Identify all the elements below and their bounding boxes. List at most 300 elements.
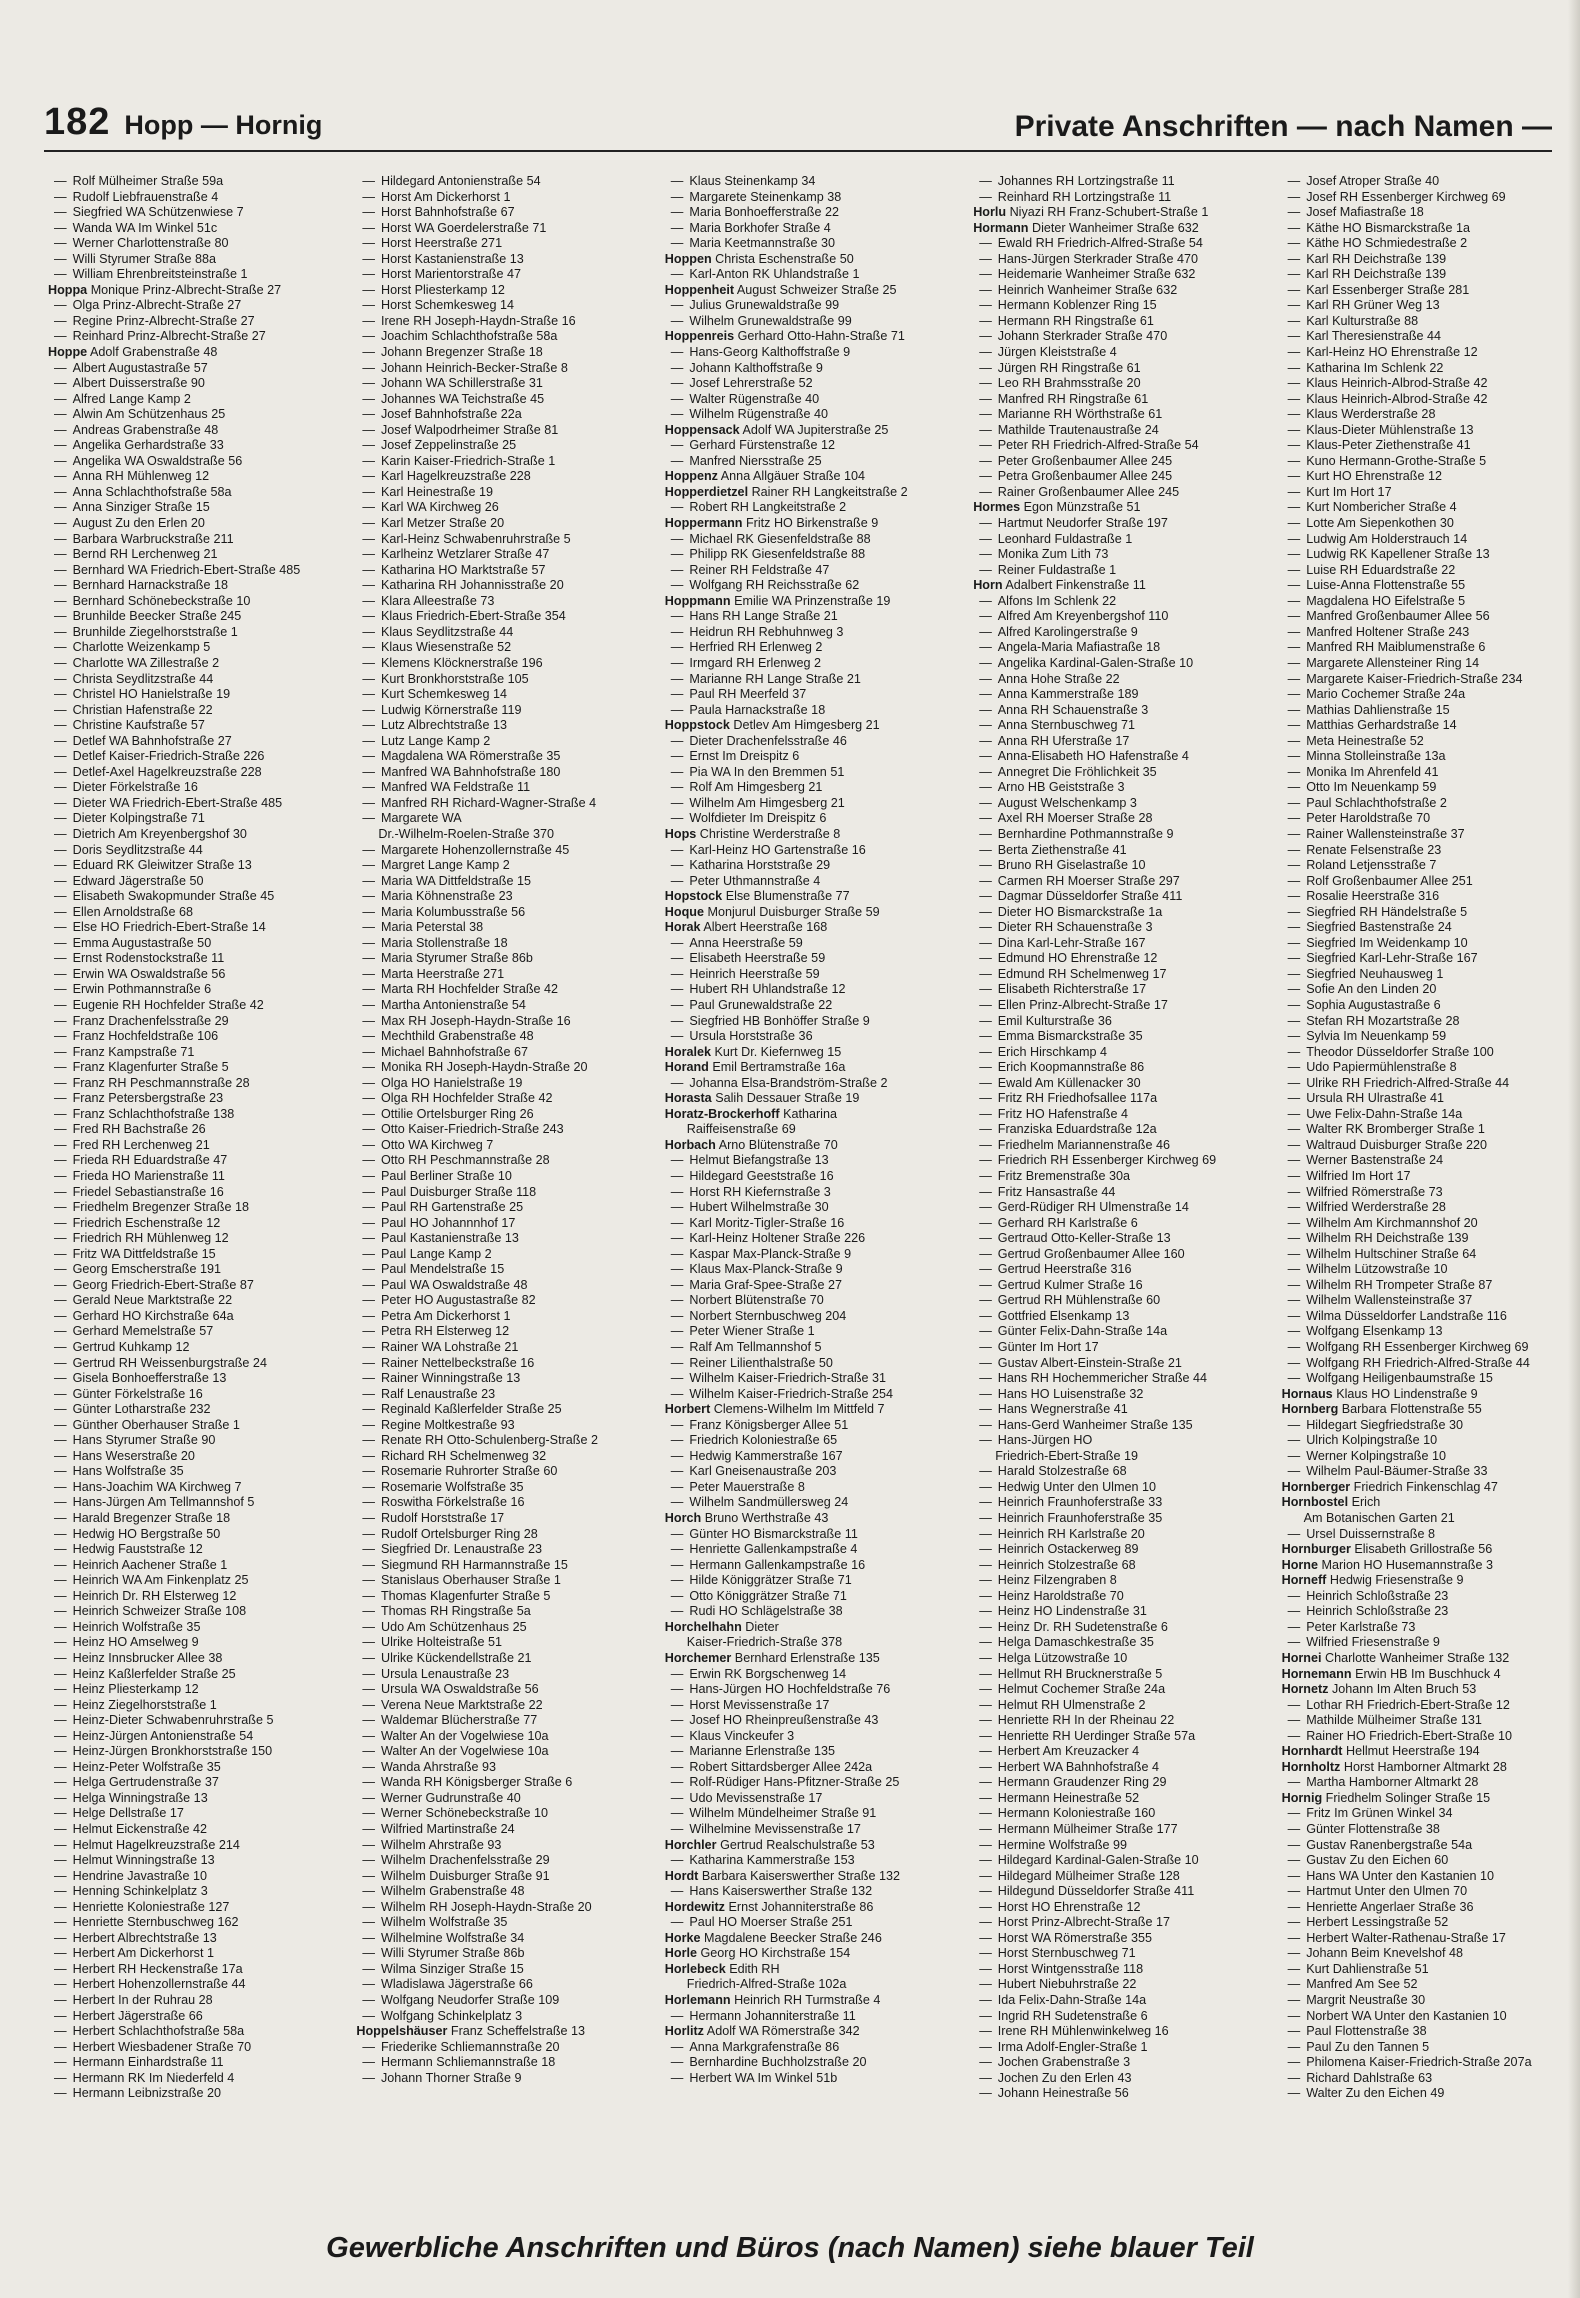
name-entry [1282, 2071, 1568, 2087]
entry-text: Ernst Im Dreispitz 6 [689, 749, 800, 764]
surname-entry [1282, 1682, 1568, 1698]
name-entry [1282, 578, 1568, 594]
entry-text: Mathilde Mülheimer Straße 131 [1306, 1713, 1482, 1728]
name-entry [1282, 1231, 1568, 1247]
name-entry [356, 298, 642, 314]
name-entry [356, 221, 642, 237]
entry-text: Manfred WA Feldstraße 11 [380, 780, 531, 795]
entry-text: Bernhardine Pothmannstraße 9 [997, 826, 1174, 841]
name-entry [973, 283, 1259, 299]
entry-text: Uwe Felix-Dahn-Straße 14a [1306, 1106, 1463, 1121]
entry-text: Walter An der Vogelwiese 10a [380, 1728, 549, 1743]
entry-text: Arno Blütenstraße 70 [718, 1137, 838, 1152]
entry-text: Josef Zeppelinstraße 25 [380, 438, 517, 453]
entry-text: Johann Kalthoffstraße 9 [689, 360, 823, 375]
name-entry [973, 1884, 1259, 1900]
entry-text: Gerhard Fürstenstraße 12 [689, 438, 835, 453]
entry-text: Edmund RH Schelmenweg 17 [997, 966, 1167, 981]
name-entry [356, 547, 642, 563]
entry-text: Josef HO Rheinpreußenstraße 43 [689, 1713, 879, 1728]
entry-text: Waldemar Blücherstraße 77 [380, 1713, 538, 1728]
entry-text: Johann Sterkrader Straße 470 [997, 329, 1168, 344]
entry-text: Thomas Klagenfurter Straße 5 [380, 1588, 551, 1603]
name-entry [973, 734, 1259, 750]
name-entry [1282, 1169, 1568, 1185]
name-entry [1282, 1153, 1568, 1169]
entry-text: Manfred RH Richard-Wagner-Straße 4 [380, 795, 597, 810]
entry-text: Jochen Grabenstraße 3 [997, 2055, 1131, 2070]
entry-text: Philipp RK Giesenfeldstraße 88 [689, 547, 866, 562]
entry-text: Anna Heerstraße 59 [689, 935, 803, 950]
entry-text: Friedhelm Mariannenstraße 46 [997, 1137, 1170, 1152]
name-entry [356, 1977, 642, 1993]
entry-text: Elisabeth Heerstraße 59 [689, 951, 826, 966]
name-entry [356, 905, 642, 921]
entry-text: Sophia Augustastraße 6 [1306, 997, 1441, 1012]
name-entry [665, 672, 951, 688]
name-entry [973, 1806, 1259, 1822]
entry-text: Werner Charlottenstraße 80 [72, 236, 229, 251]
name-entry [665, 811, 951, 827]
name-entry [48, 1418, 334, 1434]
name-entry [973, 190, 1259, 206]
entry-text: Wilhelm Hultschiner Straße 64 [1306, 1246, 1477, 1261]
entry-text: Franz RH Peschmannstraße 28 [72, 1075, 250, 1090]
name-entry [48, 1962, 334, 1978]
name-entry [1282, 1589, 1568, 1605]
name-entry [665, 703, 951, 719]
name-entry [356, 314, 642, 330]
name-entry [1282, 454, 1568, 470]
name-entry [48, 1449, 334, 1465]
entry-text: Wilhelm Rügenstraße 40 [689, 407, 828, 422]
entry-text: Klaus HO Lindenstraße 9 [1336, 1386, 1478, 1401]
entry-text: Georg HO Kirchstraße 154 [700, 1946, 851, 1961]
entry-text: Hans-Gerd Wanheimer Straße 135 [997, 1417, 1193, 1432]
entry-text: Elisabeth Richterstraße 17 [997, 982, 1147, 997]
entry-text: Rainer RH Langkeitstraße 2 [751, 484, 908, 499]
surname: Hoppenz [664, 469, 718, 484]
entry-text: Hubert Wilhelmstraße 30 [689, 1200, 829, 1215]
name-entry [356, 1169, 642, 1185]
surname: Hornei [1281, 1650, 1322, 1665]
entry-text: Ursula RH Ulrastraße 41 [1306, 1091, 1445, 1106]
entry-text: Bernhard WA Friedrich-Ebert-Straße 485 [72, 562, 301, 577]
name-entry [48, 1185, 334, 1201]
name-entry [48, 905, 334, 921]
name-entry [356, 532, 642, 548]
entry-text: Maria Borkhofer Straße 4 [689, 220, 831, 235]
entry-text: Christine Kaufstraße 57 [72, 718, 205, 733]
name-entry [356, 1262, 642, 1278]
name-entry [973, 314, 1259, 330]
entry-text: Dieter WA Friedrich-Ebert-Straße 485 [72, 795, 283, 810]
entry-text: Kurt Im Hort 17 [1306, 484, 1392, 499]
entry-text: Wolfgang RH Reichsstraße 62 [689, 578, 860, 593]
entry-text: Herfried RH Erlenweg 2 [689, 640, 823, 655]
entry-text: Gisela Bonhoefferstraße 13 [72, 1371, 227, 1386]
name-entry [973, 1573, 1259, 1589]
entry-text: Gottfried Elsenkamp 13 [997, 1308, 1130, 1323]
entry-text: Johann Im Alten Bruch 53 [1331, 1682, 1477, 1697]
name-entry [356, 687, 642, 703]
name-entry [356, 749, 642, 765]
name-entry [48, 2009, 334, 2025]
entry-text: Henriette Gallenkampstraße 4 [689, 1542, 858, 1557]
name-entry [48, 982, 334, 998]
name-entry [973, 640, 1259, 656]
entry-text: Helmut Cochemer Straße 24a [997, 1682, 1166, 1697]
entry-text: Ottilie Ortelsburger Ring 26 [380, 1106, 534, 1121]
name-entry [48, 1651, 334, 1667]
page-header [44, 100, 1552, 152]
entry-text: Irmgard RH Erlenweg 2 [689, 655, 821, 670]
entry-text: Angelika Gerhardstraße 33 [72, 438, 224, 453]
name-entry [973, 1962, 1259, 1978]
entry-continuation [665, 1977, 951, 1993]
entry-text: Barbara Warbruckstraße 211 [72, 531, 234, 546]
surname-entry [665, 1138, 951, 1154]
entry-text: Anna Schlachthofstraße 58a [72, 484, 232, 499]
name-entry [1282, 516, 1568, 532]
name-entry [973, 1231, 1259, 1247]
name-entry [48, 1915, 334, 1931]
name-entry [356, 843, 642, 859]
entry-text: Heinz-Peter Wolfstraße 35 [72, 1759, 221, 1774]
name-entry [1282, 283, 1568, 299]
name-entry [1282, 920, 1568, 936]
name-entry [973, 703, 1259, 719]
directory-column [665, 174, 951, 2214]
entry-continuation [356, 827, 642, 843]
entry-text: Katharina Im Schlenk 22 [1306, 360, 1444, 375]
surname-entry [665, 827, 951, 843]
name-entry [973, 1853, 1259, 1869]
entry-text: Horst Wintgensstraße 118 [997, 1961, 1144, 1976]
surname: Hornbostel [1281, 1495, 1349, 1510]
name-entry [665, 221, 951, 237]
entry-text: Fritz Im Grünen Winkel 34 [1306, 1806, 1453, 1821]
name-entry [973, 532, 1259, 548]
name-entry [356, 1915, 642, 1931]
name-entry [1282, 858, 1568, 874]
entry-text: Manfred RH Maiblumenstraße 6 [1306, 640, 1486, 655]
name-entry [665, 1573, 951, 1589]
entry-text: Karl-Heinz HO Ehrenstraße 12 [1306, 345, 1478, 360]
entry-text: Harald Bregenzer Straße 18 [72, 1511, 231, 1526]
surname: Hoppenreis [664, 329, 735, 344]
entry-text: Karl-Heinz Holtener Straße 226 [689, 1231, 866, 1246]
name-entry [48, 998, 334, 1014]
name-entry [1282, 625, 1568, 641]
name-entry [48, 516, 334, 532]
name-entry [1282, 1449, 1568, 1465]
entry-text: Hans-Jürgen HO Hochfeldstraße 76 [689, 1682, 891, 1697]
entry-text: Charlotte Weizenkamp 5 [72, 640, 211, 655]
name-entry [356, 609, 642, 625]
entry-text: Arno HB Geiststraße 3 [997, 780, 1125, 795]
name-entry [665, 1278, 951, 1294]
name-entry [665, 1076, 951, 1092]
name-entry [356, 1651, 642, 1667]
name-entry [973, 811, 1259, 827]
entry-text: Eugenie RH Hochfelder Straße 42 [72, 997, 264, 1012]
name-entry [356, 252, 642, 268]
entry-text: Alfred Am Kreyenbergshof 110 [997, 609, 1169, 624]
name-entry [973, 1822, 1259, 1838]
name-entry [973, 625, 1259, 641]
entry-text: Hildegart Siegfriedstraße 30 [1306, 1417, 1463, 1432]
name-entry [665, 1387, 951, 1403]
entry-text: Horst Sternbuschweg 71 [997, 1946, 1136, 1961]
surname: Hornetz [1281, 1682, 1329, 1697]
entry-text: Martha Hamborner Altmarkt 28 [1306, 1775, 1479, 1790]
name-entry [48, 2055, 334, 2071]
name-entry [973, 1418, 1259, 1434]
surname-entry [973, 500, 1259, 516]
name-entry [356, 734, 642, 750]
name-entry [1282, 221, 1568, 237]
name-entry [48, 1464, 334, 1480]
name-entry [1282, 796, 1568, 812]
entry-text: Willi Styrumer Straße 88a [72, 251, 217, 266]
entry-text: Rainer Winningstraße 13 [380, 1371, 521, 1386]
entry-text: Wanda RH Königsberger Straße 6 [380, 1775, 573, 1790]
name-entry [48, 2071, 334, 2087]
entry-text: Werner Kolpingstraße 10 [1306, 1448, 1446, 1463]
entry-text: Roland Letjensstraße 7 [1306, 858, 1437, 873]
entry-text: Wanda WA Im Winkel 51c [72, 220, 218, 235]
name-entry [973, 1122, 1259, 1138]
name-entry [973, 1915, 1259, 1931]
name-entry [356, 1014, 642, 1030]
entry-text: Friedrich-Ebert-Straße 19 [995, 1448, 1138, 1463]
name-entry [973, 905, 1259, 921]
entry-text: Jürgen RH Ringstraße 61 [997, 360, 1141, 375]
name-entry [973, 951, 1259, 967]
entry-text: Manfred Am See 52 [1306, 1977, 1418, 1992]
surname: Hopstock [664, 889, 723, 904]
name-entry [1282, 905, 1568, 921]
entry-text: Paul Berliner Straße 10 [380, 1169, 512, 1183]
entry-text: Heinrich RH Karlstraße 20 [997, 1526, 1145, 1541]
entry-text: Wolfgang Heiligenbaumstraße 15 [1306, 1371, 1493, 1386]
entry-text: Rainer WA Lohstraße 21 [380, 1340, 519, 1355]
name-entry [973, 1169, 1259, 1185]
name-entry [665, 1433, 951, 1449]
entry-text: Albert Duisserstraße 90 [72, 376, 205, 391]
name-entry [665, 843, 951, 859]
name-entry [1282, 982, 1568, 998]
entry-text: Josef Walpodrheimer Straße 81 [380, 422, 559, 437]
name-entry [665, 1371, 951, 1387]
surname: Horchemer [664, 1650, 732, 1665]
name-entry [665, 1495, 951, 1511]
name-entry [48, 967, 334, 983]
entry-text: Franz Schlachthofstraße 138 [72, 1106, 235, 1121]
name-entry [1282, 532, 1568, 548]
name-entry [665, 1185, 951, 1201]
name-entry [356, 190, 642, 206]
entry-text: Petra Am Dickerhorst 1 [380, 1308, 511, 1323]
name-entry [973, 1977, 1259, 1993]
entry-text: Erich [1351, 1495, 1381, 1510]
name-entry [973, 1480, 1259, 1496]
name-entry [973, 2024, 1259, 2040]
entry-text: Fred RH Lerchenweg 21 [72, 1137, 210, 1152]
entry-text: Otto Kaiser-Friedrich-Straße 243 [380, 1122, 564, 1137]
name-entry [665, 2009, 951, 2025]
surname: Hormes [973, 500, 1021, 515]
name-entry [665, 982, 951, 998]
name-entry [48, 1589, 334, 1605]
name-entry [48, 563, 334, 579]
name-entry [356, 889, 642, 905]
name-entry [973, 1744, 1259, 1760]
name-entry [973, 998, 1259, 1014]
entry-text: Leo RH Brahmsstraße 20 [997, 376, 1141, 391]
entry-text: Günther Oberhauser Straße 1 [72, 1417, 240, 1432]
name-entry [665, 765, 951, 781]
entry-text: Gertrud Kulmer Straße 16 [997, 1277, 1143, 1292]
name-entry [48, 1806, 334, 1822]
name-entry [1282, 1729, 1568, 1745]
entry-text: Margarete Allensteiner Ring 14 [1306, 655, 1480, 670]
entry-text: Rudolf Liebfrauenstraße 4 [72, 189, 219, 204]
entry-text: Egon Münzstraße 51 [1023, 500, 1141, 515]
name-entry [1282, 780, 1568, 796]
entry-text: Günter HO Bismarckstraße 11 [689, 1526, 858, 1541]
entry-text: Wilhelmine Mevissenstraße 17 [689, 1821, 861, 1836]
entry-text: Detlef-Axel Hagelkreuzstraße 228 [72, 764, 262, 779]
name-entry [1282, 423, 1568, 439]
entry-text: Franz Drachenfelsstraße 29 [72, 1013, 229, 1028]
surname: Hornemann [1281, 1666, 1352, 1681]
name-entry [973, 345, 1259, 361]
name-entry [973, 1527, 1259, 1543]
entry-text: Horst WA Römerstraße 355 [997, 1930, 1152, 1945]
name-entry [1282, 936, 1568, 952]
name-entry [48, 1014, 334, 1030]
entry-text: Minna Stolleinstraße 13a [1306, 749, 1446, 764]
entry-text: Siegfried RH Händelstraße 5 [1306, 904, 1468, 919]
name-entry [356, 1527, 642, 1543]
name-entry [973, 1402, 1259, 1418]
entry-text: William Ehrenbreitsteinstraße 1 [72, 267, 248, 282]
surname-entry [665, 594, 951, 610]
name-entry [356, 1185, 642, 1201]
entry-text: Horst Marientorstraße 47 [380, 267, 521, 282]
entry-text: Dieter Drachenfelsstraße 46 [689, 733, 847, 748]
entry-text: Philomena Kaiser-Friedrich-Straße 207a [1306, 2055, 1532, 2070]
entry-text: Helmut RH Ulmenstraße 2 [997, 1697, 1146, 1712]
entry-text: Herbert Schlachthofstraße 58a [72, 2024, 245, 2039]
entry-text: Paula Harnackstraße 18 [689, 702, 826, 717]
entry-text: Eduard RK Gleiwitzer Straße 13 [72, 858, 252, 873]
name-entry [973, 1309, 1259, 1325]
entry-text: Anna-Elisabeth HO Hafenstraße 4 [997, 749, 1189, 764]
surname: Horlu [973, 205, 1007, 220]
surname-entry [1282, 1651, 1568, 1667]
entry-text: Heinrich Fraunhoferstraße 35 [997, 1511, 1163, 1526]
entry-text: August Schweizer Straße 25 [736, 282, 897, 297]
entry-text: Hildegard Antonienstraße 54 [380, 174, 541, 188]
name-entry [356, 407, 642, 423]
entry-text: Karl Essenberger Straße 281 [1306, 282, 1470, 297]
entry-text: Wilma Sinziger Straße 15 [380, 1961, 524, 1976]
name-entry [665, 532, 951, 548]
entry-text: Günter Im Hort 17 [997, 1340, 1099, 1355]
surname: Horlemann [664, 1992, 731, 2007]
entry-text: Hermann Koloniestraße 160 [997, 1806, 1156, 1821]
name-entry [973, 469, 1259, 485]
name-entry [973, 1371, 1259, 1387]
name-entry [665, 1682, 951, 1698]
name-entry [48, 1029, 334, 1045]
name-entry [48, 1231, 334, 1247]
name-entry [973, 1993, 1259, 2009]
name-entry [48, 1480, 334, 1496]
name-entry [48, 936, 334, 952]
entry-text: Paul Lange Kamp 2 [380, 1246, 492, 1261]
name-entry [973, 1216, 1259, 1232]
name-entry [973, 827, 1259, 843]
entry-text: Richard RH Schelmenweg 32 [380, 1448, 547, 1463]
entry-text: Klara Alleestraße 73 [380, 593, 495, 608]
name-entry [356, 640, 642, 656]
entry-text: Maria Peterstal 38 [380, 920, 484, 935]
entry-text: Peter Karlstraße 73 [1306, 1619, 1416, 1634]
surname: Hormann [973, 220, 1029, 235]
name-entry [356, 951, 642, 967]
entry-text: Heinz Ziegelhorststraße 1 [72, 1697, 217, 1712]
name-entry [48, 1138, 334, 1154]
entry-text: Alfons Im Schlenk 22 [997, 593, 1117, 608]
entry-text: Gerhard Otto-Hahn-Straße 71 [737, 329, 905, 344]
name-entry [665, 1340, 951, 1356]
name-entry [356, 672, 642, 688]
name-entry [665, 640, 951, 656]
name-entry [48, 889, 334, 905]
name-entry [356, 236, 642, 252]
surname: Hordewitz [664, 1899, 725, 1914]
entry-text: Norbert WA Unter den Kastanien 10 [1306, 2008, 1507, 2023]
entry-text: Horst Hamborner Altmarkt 28 [1343, 1759, 1507, 1774]
entry-text: Angelika WA Oswaldstraße 56 [72, 453, 243, 468]
name-entry [48, 1216, 334, 1232]
name-entry [665, 796, 951, 812]
name-entry [665, 314, 951, 330]
entry-text: Otto Im Neuenkamp 59 [1306, 780, 1437, 795]
name-entry [1282, 998, 1568, 1014]
name-entry [356, 1418, 642, 1434]
entry-text: Paul Schlachthofstraße 2 [1306, 795, 1447, 810]
entry-text: Else Blumenstraße 77 [725, 889, 850, 904]
entry-text: Mathias Dahlienstraße 15 [1306, 702, 1450, 717]
entry-text: Olga HO Hanielstraße 19 [380, 1075, 523, 1090]
name-entry [1282, 1356, 1568, 1372]
name-entry [665, 407, 951, 423]
entry-text: Max RH Joseph-Haydn-Straße 16 [380, 1013, 571, 1028]
entry-text: Herbert RH Heckenstraße 17a [72, 1961, 243, 1976]
entry-text: Andreas Grabenstraße 48 [72, 422, 219, 437]
entry-text: Franz Scheffelstraße 13 [450, 2024, 586, 2039]
footer-note: Gewerbliche Anschriften und Büros (nach Namen) siehe blauer Teil [326, 2232, 1254, 2264]
entry-text: Verena Neue Marktstraße 22 [380, 1697, 543, 1712]
name-entry [1282, 1371, 1568, 1387]
entry-text: Heinrich WA Am Finkenplatz 25 [72, 1573, 249, 1588]
entry-text: Wilhelm Drachenfelsstraße 29 [380, 1853, 550, 1868]
